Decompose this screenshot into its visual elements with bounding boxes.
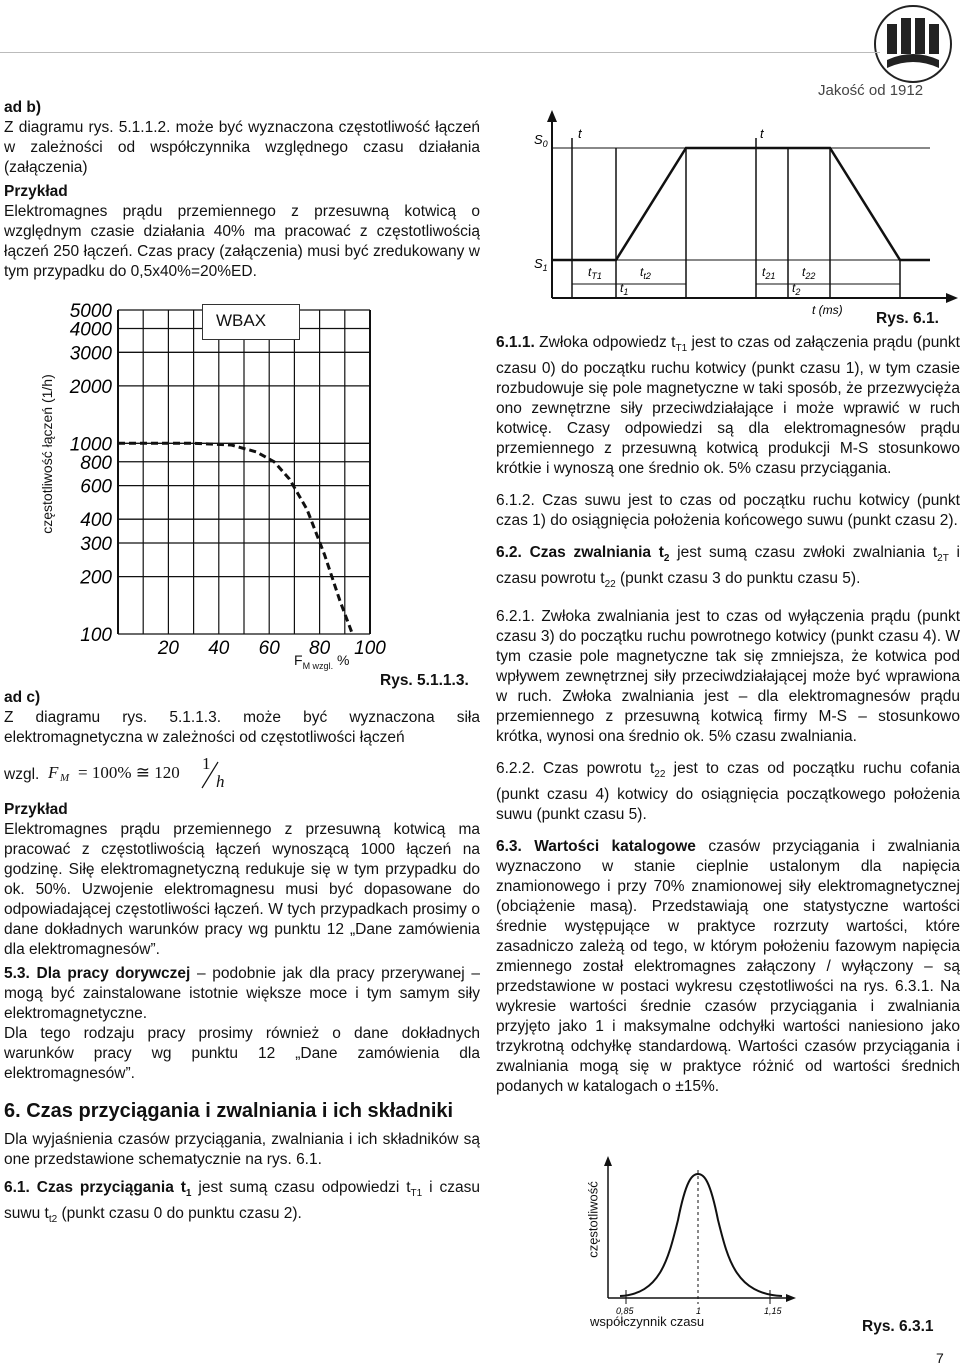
bell-ylabel: częstotliwość	[585, 1181, 601, 1258]
p62-text: 6.2. Czas zwalniania $t_2$ jest sumą czasu zwłoki zwalniania $t_{2T}$ i czasu powrotu $t_{22}$ (punkt czasu 3 do punktu czasu 5).	[496, 544, 960, 591]
fig-61-diagram	[530, 108, 960, 318]
brand-tagline: Jakość od 1912	[818, 82, 924, 99]
header-rule	[0, 52, 880, 53]
fig-631-caption: Rys. 6.3.1	[862, 1318, 934, 1335]
x-tick-label: 100	[354, 638, 386, 659]
fig-61	[530, 108, 960, 318]
p611-text: 6.1.1. Zwłoka odpowiedz $t_{T1}$ jest to czas od załączenia prądu (punkt czasu 0) do początku ruchu kotwicy (punkt czasu 1), w tym czasie rozbudowuje się pole magnetyczne w taki sposób, że przezwycięża ono zewnętrzne siły przeciwdziałające i może wprawić w ruch kotwicę. Czasy odpowiedzi są dla elektromagnesów prądu przemiennego z przesuwną kotwicą produkcji M-S stosunkowo krótkie i wynoszą one średnio ok. 5% czasu przyciągania.	[496, 334, 960, 478]
y-tick-label: 300	[80, 534, 112, 556]
label-t11: $t_{T1}$	[588, 265, 602, 281]
label-t21: $t_{21}$	[762, 265, 776, 281]
label-t2: $t_2$	[792, 281, 801, 297]
tick-085: 0,85	[616, 1306, 634, 1316]
x-tick-label: 40	[208, 638, 230, 659]
bell-xlabel: współczynnik czasu	[590, 1314, 705, 1329]
page-number: 7	[936, 1350, 944, 1366]
y-tick-label: 200	[80, 567, 112, 589]
tick-115: 1,15	[764, 1306, 782, 1316]
example1-text: Elektromagnes prądu przemiennego z przesuwną kotwicą o względnym czasie działania 40% ma pracować z częstotliwością łączeń 250 łączeń. Czas pracy (załączenia) musi być zredukowany w tym przypadku do 0,5x40%=20%ED.	[4, 203, 480, 280]
x-tick-label: 80	[309, 638, 331, 659]
bell-curve	[620, 1174, 782, 1296]
s6-heading: 6. Czas przyciągania i zwalniania i ich składniki	[4, 1100, 454, 1122]
fig-5113	[40, 296, 480, 676]
p621-text: 6.2.1. Zwłoka zwalniania jest to czas od wyłączenia prądu (punkt czasu 3) do początku ruchu powrotnego kotwicy (punkt czasu 4). W tym czasie pole magnetyczne tak się zmniejsza, że kotwica pod wpływem zewnętrznej siły przeciwdziałającej może być wprawiona w ruch. Zwłoka zwalniania jest – dla elektromagnesów prądu przemiennego z przesuwną kotwicą firmy M-S – stosunkowo krótka, wynosi ona średnio ok. 5% czasu zwalniania.	[496, 608, 960, 746]
s53-text: 5.3. Dla pracy dorywczej – podobnie jak dla pracy przerywanej – mogą być zainstalowane istotnie większe moce i tym samym siły elektromagnetyczne.	[4, 965, 480, 1022]
label-s1: $S_1$	[534, 256, 548, 273]
example2-heading: Przykład	[4, 801, 68, 818]
x-tick-label: 20	[157, 638, 179, 659]
y-tick-label: 800	[80, 452, 112, 474]
label-t22: $t_{22}$	[802, 265, 816, 281]
label-t-left: t	[578, 126, 582, 141]
s61-text: 6.1. Czas przyciągania $t_1$ jest sumą czasu odpowiedzi $t_{T1}$ i czasu suwu $t_{t2}$ (punkt czasu 0 do punktu czasu 2).	[4, 1179, 480, 1226]
label-tms: t (ms)	[812, 303, 843, 317]
adc-text: Z diagramu rys. 5.1.1.3. może być wyznaczona siła elektromagnetyczna w zależności od częstotliwości łączeń	[4, 709, 480, 746]
p622-text: 6.2.2. Czas powrotu $t_{22}$ jest to czas od początku ruchu cofania (punkt czasu 4) kotwicy do osiągnięcia początkowego położenia suwu (punkt czasu 5).	[496, 760, 960, 824]
y-tick-label: 600	[80, 476, 112, 498]
s6-text: Dla wyjaśnienia czasów przyciągania, zwalniania i ich składników są one przedstawione schematycznie na rys. 6.1.	[4, 1131, 480, 1168]
y-tick-label: 2000	[69, 376, 112, 398]
wbax-curve	[118, 443, 352, 634]
label-t12: $t_{t2}$	[640, 265, 651, 281]
fig-631	[560, 1150, 800, 1340]
wbax-xlabel: $F_{M wzgl.}$ %	[294, 652, 350, 671]
wbax-chart	[40, 296, 480, 676]
y-tick-label: 3000	[69, 343, 112, 365]
tick-1: 1	[696, 1306, 702, 1316]
formula: wzgl. F M = 100% ≅ 120 1 h	[4, 754, 225, 791]
adc-heading: ad c)	[4, 689, 41, 706]
p63-text: 6.3. Wartości katalogowe czasów przyciągania i zwalniania wyznaczono w stanie cieplnie ustalonym dla napięcia znamionowego i przy 70% znamionowej siły elektromagnetycznej (obciążenie masą). Przedstawiają one statystyczne wartości średnie występujące w praktyce rozrzuty wartości, które zasadniczo zależą od tego, w którym położeniu fazowym napięcia zmiennego został elektromagnes załączony / wyłączony – są przedstawione w postaci wykresu częstotliwości na rys. 6.3.1. Na wykresie wartości średnie czasów przyciągania i zwalniania przyjęto jako 1 i maksymalne odchyłki wartości naniesiono jako trzykrotną odchyłkę standardową. Wartości czasów przyciągania i zwalniania mogą się w praktyce różnić od wartości średnich podanych w katalogach o ±15%.	[496, 838, 960, 1096]
adb-text: Z diagramu rys. 5.1.1.2. może być wyznaczona częstotliwość łączeń w zależności od współczynnika względnego czasu działania (załączenia)	[4, 119, 480, 176]
y-tick-label: 100	[80, 625, 112, 646]
label-t-right: t	[760, 126, 764, 141]
label-s0: $S_0$	[534, 132, 548, 149]
wbax-title: WBAX	[216, 311, 267, 330]
x-tick-label: 60	[258, 638, 280, 659]
fig-61-caption: Rys. 6.1.	[876, 310, 939, 327]
y-tick-label: 4000	[69, 319, 112, 341]
y-tick-label: 1000	[69, 434, 112, 456]
ms-logo-icon	[873, 4, 953, 84]
y-tick-label: 5000	[69, 301, 112, 322]
label-t1: $t_1$	[620, 281, 629, 297]
adb-heading: ad b)	[4, 99, 42, 116]
example2-text: Elektromagnes prądu przemiennego z przesuwną kotwicą ma pracować z częstotliwością łączeń wynoszącą 1000 łączeń na godzinę. Siłę elektromagnetyczną redukuje się w tym przypadku do ok. 50%. Uzwojenie elektromagnesu musi być dopasowane do odpowiadającej częstotliwości łączeń. W tych przypadkach prosimy o dane dokładnych warunków pracy wg punktu 12 „Dane zamówienia dla elektromagnesów”.	[4, 821, 480, 958]
example1-heading: Przykład	[4, 183, 68, 200]
s53-text2: Dla tego rodzaju pracy prosimy również o dane dokładnych warunków pracy wg punktu 12 „Dane zamówienia dla elektromagnesów”.	[4, 1025, 480, 1082]
y-tick-label: 400	[80, 510, 112, 532]
wbax-ylabel: częstotliwość łączeń (1/h)	[39, 374, 55, 534]
fig-5113-caption: Rys. 5.1.1.3.	[380, 672, 469, 689]
p612-text: 6.1.2. Czas suwu jest to czas od początku ruchu kotwicy (punkt czas 1) do osiągnięcia położenia końcowego suwu (punkt czasu 2).	[496, 492, 960, 530]
